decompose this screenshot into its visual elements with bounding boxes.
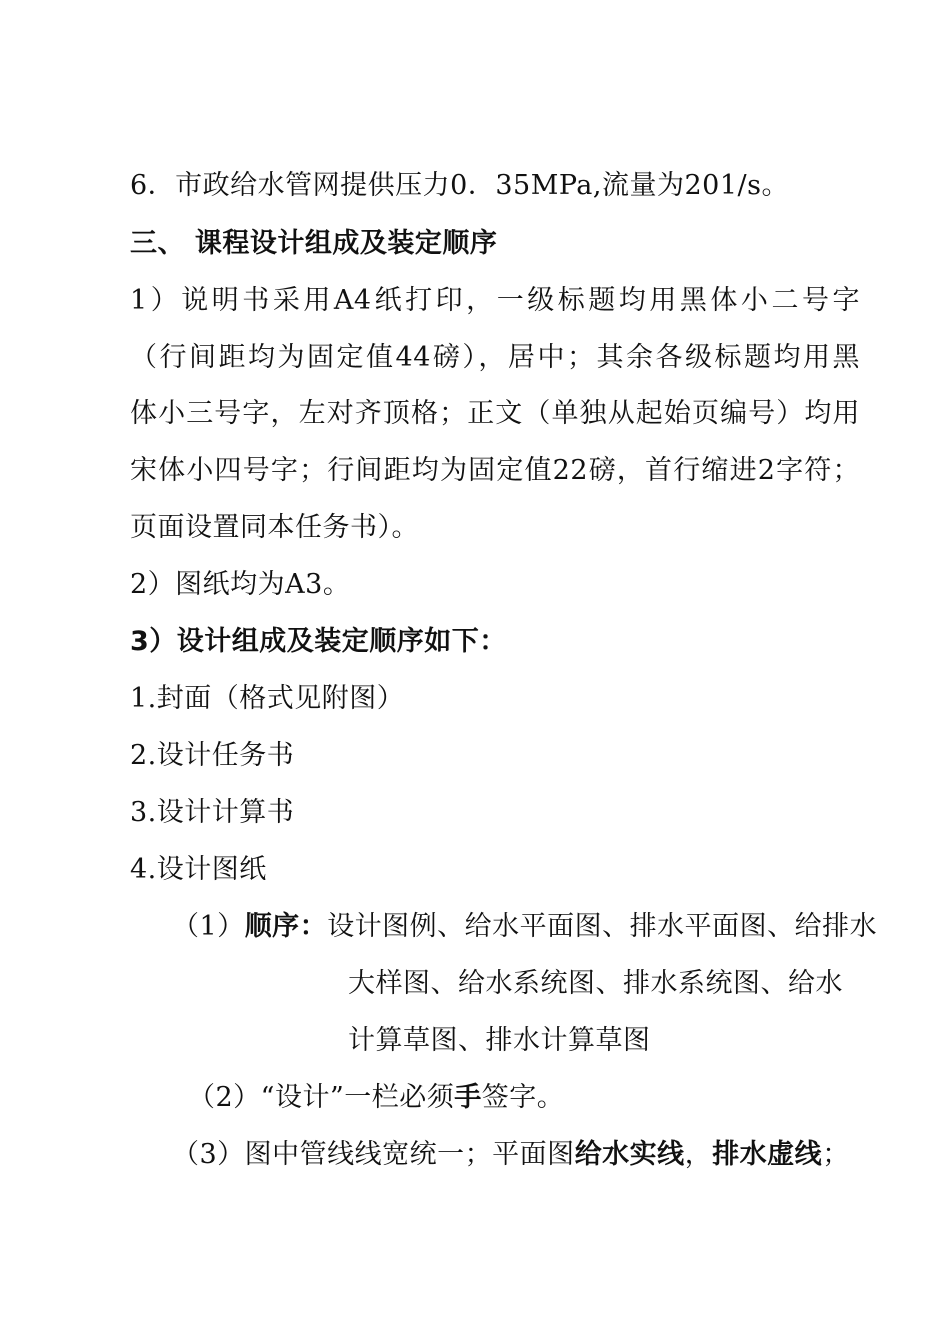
list-item-cover: 1.封面（格式见附图）: [130, 683, 405, 714]
subitem-signature: [188, 1078, 564, 1118]
end-semicolon: ；: [822, 1139, 850, 1170]
list-item-calculation-book: 3.设计计算书: [130, 797, 295, 828]
paragraph-line-4: 宋体小四号字；行间距均为固定值22磅，首行缩进2字符；: [130, 455, 860, 486]
subitem-order-prefix: （1）: [172, 911, 245, 942]
paragraph-supply-pressure: 6．市政给水管网提供压力0．35MPa,流量为201/s。: [130, 170, 789, 201]
section-heading-three: 三、 课程设计组成及装定顺序: [130, 228, 498, 259]
subitem-signature-bold: 手: [454, 1082, 482, 1113]
paragraph-line-5: 页面设置同本任务书）。: [130, 512, 419, 543]
subitem-order-label: 顺序：: [244, 911, 328, 942]
subitem-signature-text: （2）“设计”一栏必须: [188, 1082, 455, 1113]
paragraph-line-3: 体小三号字，左对齐顶格；正文（单独从起始页编号）均用: [130, 398, 860, 429]
subitem-order: [172, 907, 877, 947]
list-item-task-book: 2.设计任务书: [130, 740, 295, 771]
subitem-order-continuation-2: 计算草图、排水计算草图: [348, 1025, 651, 1056]
list-item-drawings: 4.设计图纸: [130, 854, 267, 885]
supply-solid-line-text: 给水实线: [574, 1139, 685, 1170]
paragraph-drawing-size: 2）图纸均为A3。: [130, 569, 351, 600]
drain-dashed-line-text: 排水虚线: [712, 1139, 823, 1170]
paragraph-line-2: （行间距均为固定值44磅），居中；其余各级标题均用黑: [130, 342, 860, 373]
subitem-order-continuation-1: 大样图、给水系统图、排水系统图、给水: [348, 968, 843, 999]
subitem-line-width-text: （3）图中管线线宽统一；平面图: [172, 1139, 575, 1170]
subheading-binding-order: 3）设计组成及装定顺序如下：: [130, 626, 507, 657]
paragraph-line-1: 1）说明书采用A4纸打印，一级标题均用黑体小二号字: [130, 285, 860, 316]
subitem-order-text: 设计图例、给水平面图、排水平面图、给排水: [327, 911, 878, 942]
subitem-line-width: [172, 1135, 850, 1175]
separator-comma: ，: [684, 1139, 713, 1170]
subitem-signature-end: 签字。: [481, 1082, 565, 1113]
